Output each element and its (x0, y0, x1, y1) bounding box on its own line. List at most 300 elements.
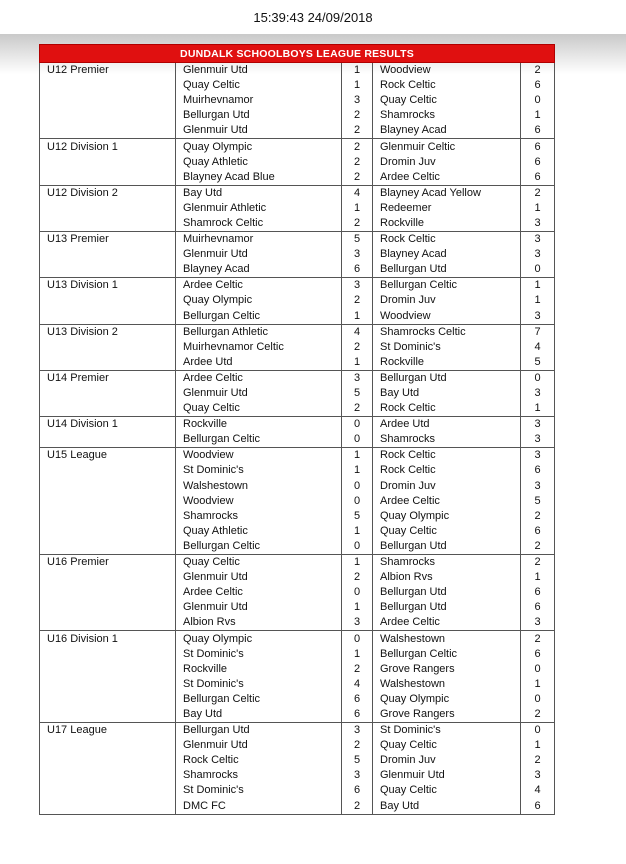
away-score: 6 (521, 78, 555, 93)
away-score: 3 (521, 768, 555, 783)
result-row (40, 155, 555, 170)
home-team: Woodview (176, 494, 342, 509)
away-score: 2 (521, 555, 555, 571)
away-team: Dromin Juv (373, 479, 521, 494)
away-score: 6 (521, 139, 555, 155)
division-cell (40, 401, 176, 417)
division-cell (40, 494, 176, 509)
home-team: Glenmuir Utd (176, 570, 342, 585)
result-row (40, 78, 555, 93)
home-team: Ardee Utd (176, 355, 342, 371)
division-cell: U14 Division 1 (40, 417, 176, 433)
away-team: St Dominic's (373, 340, 521, 355)
away-score: 6 (521, 463, 555, 478)
division-cell (40, 662, 176, 677)
away-team: Quay Olympic (373, 509, 521, 524)
away-score: 5 (521, 494, 555, 509)
home-score: 2 (342, 108, 373, 123)
result-row (40, 524, 555, 539)
home-score: 1 (342, 201, 373, 216)
result-row (40, 386, 555, 401)
result-row (40, 417, 555, 433)
away-team: Blayney Acad (373, 247, 521, 262)
result-row (40, 432, 555, 448)
away-score: 0 (521, 692, 555, 707)
away-score: 5 (521, 355, 555, 371)
away-team: Quay Celtic (373, 738, 521, 753)
home-team: St Dominic's (176, 647, 342, 662)
away-team: Quay Celtic (373, 783, 521, 798)
away-team: Glenmuir Celtic (373, 139, 521, 155)
away-team: St Dominic's (373, 723, 521, 739)
home-team: Shamrocks (176, 509, 342, 524)
home-team: Blayney Acad (176, 262, 342, 278)
division-cell (40, 677, 176, 692)
away-score: 3 (521, 232, 555, 248)
division-cell (40, 509, 176, 524)
division-cell (40, 783, 176, 798)
home-team: Glenmuir Utd (176, 63, 342, 79)
home-score: 2 (342, 123, 373, 139)
result-row (40, 723, 555, 739)
away-team: Quay Celtic (373, 93, 521, 108)
away-team: Shamrocks (373, 555, 521, 571)
away-team: Quay Celtic (373, 524, 521, 539)
result-row (40, 662, 555, 677)
home-score: 6 (342, 707, 373, 723)
result-row (40, 570, 555, 585)
away-score: 3 (521, 479, 555, 494)
division-cell: U12 Division 1 (40, 139, 176, 155)
away-team: Ardee Celtic (373, 494, 521, 509)
away-team: Albion Rvs (373, 570, 521, 585)
result-row (40, 63, 555, 79)
home-score: 3 (342, 615, 373, 631)
home-team: Muirhevnamor (176, 232, 342, 248)
division-cell (40, 216, 176, 232)
division-cell: U15 League (40, 448, 176, 464)
result-row (40, 340, 555, 355)
home-team: Glenmuir Athletic (176, 201, 342, 216)
top-bar (0, 0, 626, 34)
result-row (40, 783, 555, 798)
home-team: Quay Olympic (176, 631, 342, 647)
result-row (40, 692, 555, 707)
away-score: 3 (521, 386, 555, 401)
home-team: Ardee Celtic (176, 370, 342, 386)
home-score: 1 (342, 309, 373, 325)
away-team: Quay Olympic (373, 692, 521, 707)
away-score: 6 (521, 600, 555, 615)
result-row (40, 123, 555, 139)
away-team: Woodview (373, 309, 521, 325)
away-score: 2 (521, 753, 555, 768)
away-score: 1 (521, 570, 555, 585)
away-score: 6 (521, 170, 555, 186)
home-team: Walshestown (176, 479, 342, 494)
result-row (40, 293, 555, 308)
division-cell (40, 692, 176, 707)
away-team: Rock Celtic (373, 78, 521, 93)
result-row (40, 479, 555, 494)
home-score: 2 (342, 293, 373, 308)
away-score: 3 (521, 247, 555, 262)
away-score: 3 (521, 615, 555, 631)
home-score: 0 (342, 417, 373, 433)
home-score: 4 (342, 677, 373, 692)
division-cell (40, 539, 176, 555)
away-score: 1 (521, 738, 555, 753)
away-team: Walshestown (373, 677, 521, 692)
home-team: Muirhevnamor Celtic (176, 340, 342, 355)
result-row (40, 185, 555, 201)
away-score: 2 (521, 539, 555, 555)
result-row (40, 707, 555, 723)
home-team: Rock Celtic (176, 753, 342, 768)
home-team: Blayney Acad Blue (176, 170, 342, 186)
home-team: St Dominic's (176, 463, 342, 478)
home-score: 1 (342, 63, 373, 79)
division-cell: U16 Division 1 (40, 631, 176, 647)
result-row (40, 509, 555, 524)
result-row (40, 309, 555, 325)
home-score: 2 (342, 139, 373, 155)
result-row (40, 448, 555, 464)
home-team: DMC FC (176, 799, 342, 815)
away-score: 6 (521, 155, 555, 170)
division-cell (40, 247, 176, 262)
away-team: Rockville (373, 216, 521, 232)
home-score: 0 (342, 479, 373, 494)
home-score: 6 (342, 783, 373, 798)
division-cell (40, 585, 176, 600)
home-score: 6 (342, 262, 373, 278)
division-cell (40, 340, 176, 355)
away-score: 0 (521, 370, 555, 386)
away-team: Shamrocks (373, 108, 521, 123)
away-team: Blayney Acad (373, 123, 521, 139)
division-cell (40, 600, 176, 615)
away-score: 3 (521, 216, 555, 232)
result-row (40, 615, 555, 631)
away-score: 3 (521, 417, 555, 433)
away-team: Ardee Utd (373, 417, 521, 433)
results-body (40, 63, 555, 815)
division-cell: U16 Premier (40, 555, 176, 571)
away-team: Ardee Celtic (373, 170, 521, 186)
home-team: Glenmuir Utd (176, 738, 342, 753)
away-team: Bellurgan Utd (373, 262, 521, 278)
division-cell: U12 Premier (40, 63, 176, 79)
home-score: 4 (342, 324, 373, 340)
home-team: Quay Celtic (176, 78, 342, 93)
division-cell: U12 Division 2 (40, 185, 176, 201)
home-team: Albion Rvs (176, 615, 342, 631)
home-score: 3 (342, 247, 373, 262)
division-cell (40, 355, 176, 371)
division-cell (40, 93, 176, 108)
result-row (40, 108, 555, 123)
away-team: Bay Utd (373, 799, 521, 815)
division-cell (40, 309, 176, 325)
home-team: Glenmuir Utd (176, 386, 342, 401)
away-score: 6 (521, 799, 555, 815)
home-team: Bellurgan Celtic (176, 692, 342, 707)
home-team: Bay Utd (176, 185, 342, 201)
away-team: Blayney Acad Yellow (373, 185, 521, 201)
away-team: Rock Celtic (373, 448, 521, 464)
division-cell: U17 League (40, 723, 176, 739)
away-score: 1 (521, 108, 555, 123)
away-team: Woodview (373, 63, 521, 79)
results-sheet (39, 44, 554, 815)
home-team: St Dominic's (176, 677, 342, 692)
away-team: Bellurgan Utd (373, 600, 521, 615)
home-team: Quay Celtic (176, 401, 342, 417)
home-score: 2 (342, 155, 373, 170)
result-row (40, 247, 555, 262)
away-score: 6 (521, 123, 555, 139)
away-score: 0 (521, 93, 555, 108)
division-cell (40, 293, 176, 308)
home-score: 1 (342, 555, 373, 571)
away-team: Bay Utd (373, 386, 521, 401)
home-team: Bellurgan Utd (176, 108, 342, 123)
home-team: Shamrock Celtic (176, 216, 342, 232)
away-team: Ardee Celtic (373, 615, 521, 631)
timestamp: 15:39:43 24/09/2018 (253, 10, 373, 25)
home-team: Rockville (176, 417, 342, 433)
result-row (40, 768, 555, 783)
away-team: Dromin Juv (373, 293, 521, 308)
division-cell (40, 155, 176, 170)
division-cell (40, 386, 176, 401)
division-cell (40, 170, 176, 186)
away-team: Shamrocks Celtic (373, 324, 521, 340)
home-score: 2 (342, 799, 373, 815)
division-cell: U14 Premier (40, 370, 176, 386)
home-score: 5 (342, 386, 373, 401)
result-row (40, 494, 555, 509)
away-team: Rock Celtic (373, 401, 521, 417)
result-row (40, 262, 555, 278)
away-score: 1 (521, 677, 555, 692)
home-score: 3 (342, 768, 373, 783)
home-team: St Dominic's (176, 783, 342, 798)
home-score: 1 (342, 448, 373, 464)
division-cell (40, 201, 176, 216)
away-score: 3 (521, 309, 555, 325)
division-cell (40, 262, 176, 278)
division-cell (40, 707, 176, 723)
result-row (40, 93, 555, 108)
away-score: 1 (521, 293, 555, 308)
result-row (40, 753, 555, 768)
home-score: 2 (342, 401, 373, 417)
division-cell (40, 615, 176, 631)
result-row (40, 355, 555, 371)
result-row (40, 539, 555, 555)
away-score: 6 (521, 524, 555, 539)
home-score: 1 (342, 78, 373, 93)
home-score: 5 (342, 232, 373, 248)
result-row (40, 631, 555, 647)
result-row (40, 278, 555, 294)
division-cell (40, 123, 176, 139)
home-team: Quay Celtic (176, 555, 342, 571)
home-team: Bellurgan Athletic (176, 324, 342, 340)
results-table (39, 44, 555, 815)
away-team: Bellurgan Celtic (373, 647, 521, 662)
home-score: 5 (342, 509, 373, 524)
home-score: 1 (342, 647, 373, 662)
away-score: 0 (521, 262, 555, 278)
home-team: Bay Utd (176, 707, 342, 723)
away-score: 4 (521, 783, 555, 798)
away-team: Grove Rangers (373, 662, 521, 677)
away-team: Dromin Juv (373, 753, 521, 768)
home-team: Rockville (176, 662, 342, 677)
away-score: 1 (521, 278, 555, 294)
home-team: Bellurgan Celtic (176, 309, 342, 325)
title-row (40, 45, 555, 63)
home-score: 2 (342, 170, 373, 186)
division-cell (40, 524, 176, 539)
away-team: Dromin Juv (373, 155, 521, 170)
home-team: Quay Athletic (176, 524, 342, 539)
division-cell (40, 768, 176, 783)
home-team: Quay Olympic (176, 139, 342, 155)
home-team: Woodview (176, 448, 342, 464)
home-score: 2 (342, 738, 373, 753)
division-cell (40, 463, 176, 478)
result-row (40, 232, 555, 248)
away-score: 2 (521, 631, 555, 647)
result-row (40, 647, 555, 662)
home-score: 5 (342, 753, 373, 768)
result-row (40, 170, 555, 186)
home-score: 0 (342, 494, 373, 509)
result-row (40, 600, 555, 615)
away-team: Redeemer (373, 201, 521, 216)
away-score: 7 (521, 324, 555, 340)
division-cell (40, 108, 176, 123)
away-score: 2 (521, 185, 555, 201)
division-cell (40, 647, 176, 662)
home-score: 2 (342, 570, 373, 585)
result-row (40, 555, 555, 571)
division-cell: U13 Division 1 (40, 278, 176, 294)
away-score: 1 (521, 401, 555, 417)
result-row (40, 738, 555, 753)
away-team: Rock Celtic (373, 232, 521, 248)
away-team: Bellurgan Utd (373, 585, 521, 600)
away-score: 3 (521, 432, 555, 448)
home-team: Quay Athletic (176, 155, 342, 170)
away-team: Rockville (373, 355, 521, 371)
result-row (40, 585, 555, 600)
home-score: 6 (342, 692, 373, 707)
away-team: Rock Celtic (373, 463, 521, 478)
home-score: 2 (342, 340, 373, 355)
home-score: 0 (342, 432, 373, 448)
home-score: 3 (342, 370, 373, 386)
home-score: 3 (342, 278, 373, 294)
away-score: 2 (521, 707, 555, 723)
home-score: 1 (342, 524, 373, 539)
away-team: Walshestown (373, 631, 521, 647)
result-row (40, 216, 555, 232)
away-team: Bellurgan Utd (373, 370, 521, 386)
away-team: Bellurgan Utd (373, 539, 521, 555)
away-score: 0 (521, 662, 555, 677)
away-score: 0 (521, 723, 555, 739)
home-team: Shamrocks (176, 768, 342, 783)
division-cell (40, 799, 176, 815)
home-team: Bellurgan Celtic (176, 539, 342, 555)
home-team: Glenmuir Utd (176, 600, 342, 615)
home-score: 1 (342, 355, 373, 371)
away-team: Grove Rangers (373, 707, 521, 723)
home-score: 0 (342, 631, 373, 647)
home-score: 2 (342, 216, 373, 232)
home-team: Glenmuir Utd (176, 123, 342, 139)
home-score: 3 (342, 93, 373, 108)
away-team: Bellurgan Celtic (373, 278, 521, 294)
division-cell (40, 78, 176, 93)
away-score: 3 (521, 448, 555, 464)
away-team: Shamrocks (373, 432, 521, 448)
away-score: 6 (521, 647, 555, 662)
division-cell (40, 432, 176, 448)
home-score: 1 (342, 600, 373, 615)
home-score: 0 (342, 585, 373, 600)
home-score: 4 (342, 185, 373, 201)
home-team: Bellurgan Celtic (176, 432, 342, 448)
division-cell (40, 738, 176, 753)
home-team: Quay Olympic (176, 293, 342, 308)
home-score: 3 (342, 723, 373, 739)
league-title: DUNDALK SCHOOLBOYS LEAGUE RESULTS (40, 45, 555, 63)
home-team: Ardee Celtic (176, 585, 342, 600)
away-team: Glenmuir Utd (373, 768, 521, 783)
division-cell (40, 479, 176, 494)
away-score: 2 (521, 63, 555, 79)
result-row (40, 370, 555, 386)
result-row (40, 677, 555, 692)
division-cell: U13 Division 2 (40, 324, 176, 340)
result-row (40, 401, 555, 417)
home-score: 2 (342, 662, 373, 677)
away-score: 2 (521, 509, 555, 524)
division-cell (40, 570, 176, 585)
division-cell: U13 Premier (40, 232, 176, 248)
home-team: Glenmuir Utd (176, 247, 342, 262)
division-cell (40, 753, 176, 768)
home-team: Muirhevnamor (176, 93, 342, 108)
result-row (40, 139, 555, 155)
result-row (40, 463, 555, 478)
home-team: Ardee Celtic (176, 278, 342, 294)
away-score: 1 (521, 201, 555, 216)
away-score: 4 (521, 340, 555, 355)
home-score: 0 (342, 539, 373, 555)
result-row (40, 324, 555, 340)
result-row (40, 201, 555, 216)
home-score: 1 (342, 463, 373, 478)
home-team: Bellurgan Utd (176, 723, 342, 739)
result-row (40, 799, 555, 815)
